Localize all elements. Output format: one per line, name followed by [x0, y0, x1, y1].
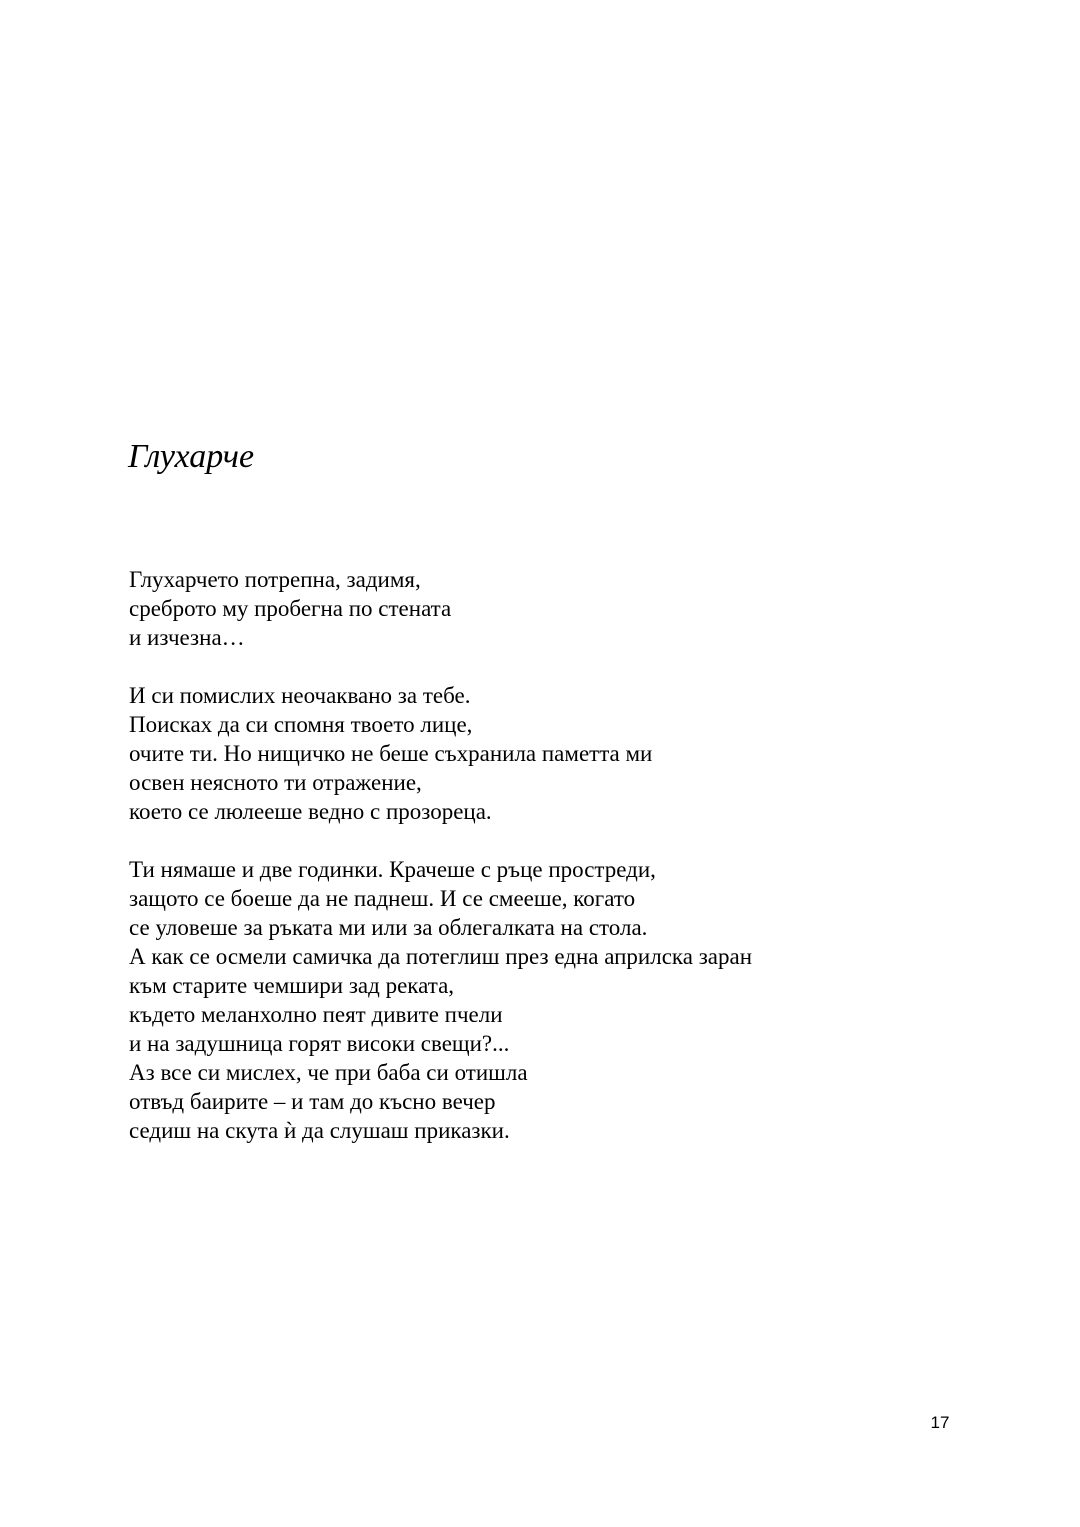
poem-line: освен неясното ти отражение,	[129, 770, 422, 795]
poem-line: към старите чемшири зад реката,	[129, 973, 455, 998]
stanza	[129, 855, 989, 1145]
poem-line: Поисках да си спомня твоето лице,	[129, 712, 473, 737]
poem-line: И си помислих неочаквано за тебе.	[129, 683, 471, 708]
poem-title: Глухарче	[128, 438, 255, 475]
poem-line: среброто му пробегна по стената	[129, 596, 452, 621]
poem-line: седиш на скута ѝ да слушаш приказки.	[129, 1118, 510, 1143]
poem-line: и изчезна…	[129, 625, 245, 650]
poem-line: Аз все си мислех, че при баба си отишла	[129, 1060, 528, 1085]
poem-line: отвъд баирите – и там до късно вечер	[129, 1089, 496, 1114]
poem-line: очите ти. Но нищичко не беше съхранила паметта ми	[129, 741, 653, 766]
stanza	[129, 565, 989, 652]
poem-body	[129, 565, 989, 1174]
poem-line: А как се осмели самичка да потеглиш през една априлска заран	[129, 944, 753, 969]
page-number: 17	[930, 1413, 950, 1432]
poem-line: защото се боеше да не паднеш. И се смееше, когато	[129, 886, 636, 911]
poem-line: Ти нямаше и две годинки. Крачеше с ръце простреди,	[129, 857, 656, 882]
poem-line: и на задушница горят високи свещи?...	[129, 1031, 510, 1056]
poem-line: Глухарчето потрепна, задимя,	[129, 567, 421, 592]
poem-line: се уловеше за ръката ми или за облегалката на стола.	[129, 915, 648, 940]
poem-line: което се люлееше ведно с прозореца.	[129, 799, 492, 824]
poem-line: където меланхолно пеят дивите пчели	[129, 1002, 503, 1027]
stanza	[129, 681, 989, 826]
